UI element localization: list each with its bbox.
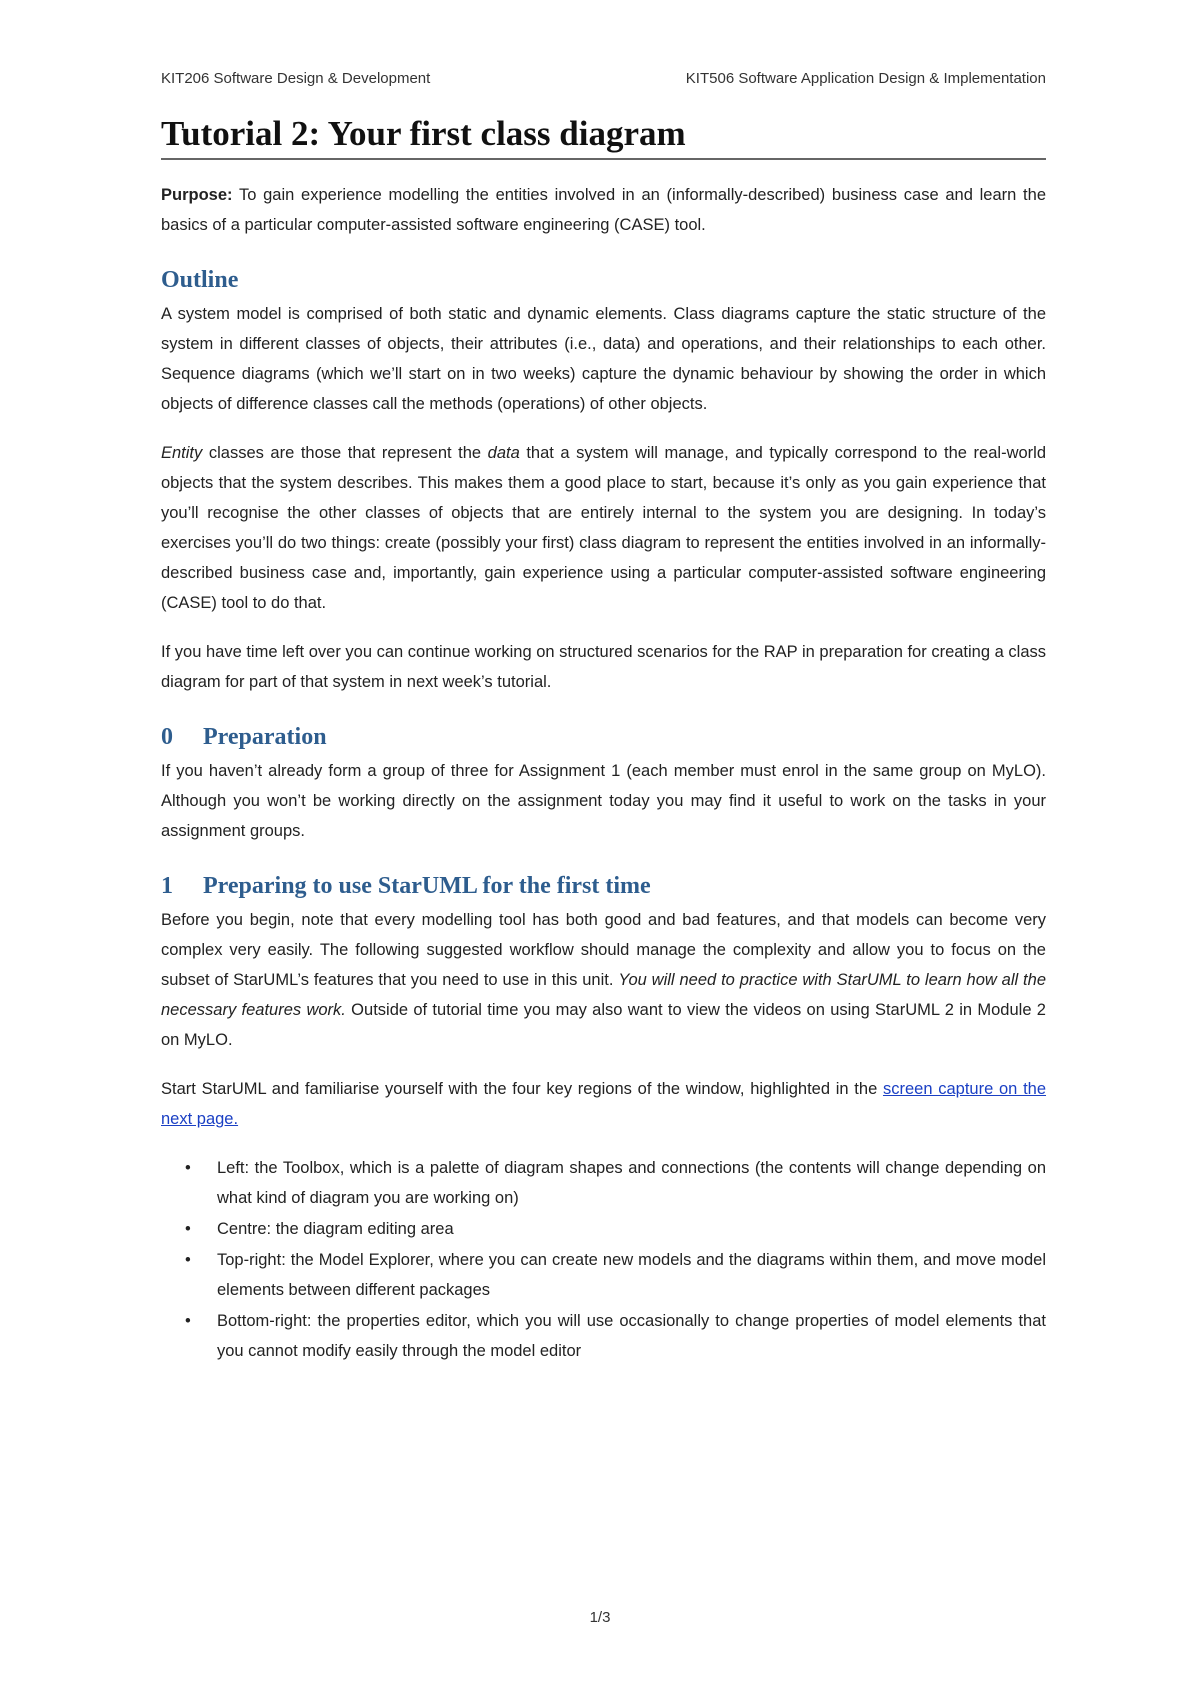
bullet-icon: • (185, 1220, 191, 1238)
list-item (161, 1245, 1046, 1305)
document-body (161, 180, 1046, 1367)
list-item-text: Left: the Toolbox, which is a palette of diagram shapes and connections (the contents will change depending on what kind of diagram you are working on) (217, 1159, 1046, 1207)
outline-paragraph-2 (161, 438, 1046, 618)
list-item-text: Bottom-right: the properties editor, which you will use occasionally to change properties of model elements that you cannot modify easily through the model editor (217, 1312, 1046, 1360)
list-item-text: Centre: the diagram editing area (217, 1220, 454, 1238)
section-1-heading (161, 869, 1046, 903)
section-1-paragraph-2 (161, 1074, 1046, 1134)
section-1-number: 1 (161, 873, 173, 899)
entity-term: Entity (161, 444, 203, 462)
header-course-left: KIT206 Software Design & Development (161, 70, 431, 87)
list-item (161, 1153, 1046, 1213)
section-0-number: 0 (161, 724, 173, 750)
page-header (161, 70, 1046, 87)
section-1-p1-italic: You will need to practice with StarUML to learn how all the necessary features work. (161, 971, 1046, 1019)
page-number: 1/3 (589, 1609, 611, 1626)
section-1-p1-part-a: Before you begin, note that every modelling tool has both good and bad features, and that models can become very complex very easily. The following suggested workflow should manage the complexity and allow you to focus on the subset of StarUML’s features that you need to use in this unit. (161, 911, 1046, 989)
section-1-p2-text: Start StarUML and familiarise yourself with the four key regions of the window, highlighted in the (161, 1080, 883, 1098)
window-regions-list (161, 1153, 1046, 1366)
purpose-paragraph (161, 180, 1046, 240)
section-0-paragraph: If you haven’t already form a group of three for Assignment 1 (each member must enrol in the same group on MyLO). Although you won’t be working directly on the assignment today you may find it useful to work on the tasks in your assignment groups. (161, 762, 1046, 840)
header-course-right: KIT506 Software Application Design & Implementation (685, 70, 1046, 87)
outline-paragraph-1: A system model is comprised of both static and dynamic elements. Class diagrams capture the static structure of the system in different classes of objects, their attributes (i.e., data) and operations, and their relationships to each other. Sequence diagrams (which we’ll start on in two weeks) capture the dynamic behaviour by showing the order in which objects of difference classes call the methods (operations) of other objects. (161, 305, 1046, 413)
section-1-paragraph-1 (161, 905, 1046, 1055)
section-0-title: Preparation (203, 724, 327, 750)
outline-p2-part-a: classes are those that represent the (202, 444, 488, 462)
bullet-icon: • (185, 1159, 191, 1177)
outline-heading: Outline (161, 267, 239, 293)
purpose-text: To gain experience modelling the entities involved in an (informally-described) business case and learn the basics of a particular computer-assisted software engineering (CASE) tool. (161, 186, 1046, 234)
page-title: Tutorial 2: Your first class diagram (161, 112, 1046, 160)
list-item (161, 1306, 1046, 1366)
section-1-title: Preparing to use StarUML for the first time (203, 873, 651, 899)
outline-p2-part-b: that a system will manage, and typically correspond to the real-world objects that the system describes. This makes them a good place to start, because it’s only as you gain experience that you’ll recognise the other classes of objects that are entirely internal to the system you are designing. In today’s exercises you’ll do two things: create (possibly your first) class diagram to represent the entities involved in an informally-described business case and, importantly, gain experience using a particular computer-assisted software engineering (CASE) tool to do that. (161, 444, 1046, 612)
outline-paragraph-3: If you have time left over you can continue working on structured scenarios for the RAP in preparation for creating a class diagram for part of that system in next week’s tutorial. (161, 643, 1046, 691)
screen-capture-link[interactable]: screen capture on the next page. (161, 1080, 1047, 1128)
list-item (161, 1214, 1046, 1244)
purpose-label: Purpose: (161, 186, 233, 204)
section-0-heading (161, 720, 1046, 754)
list-item-text: Top-right: the Model Explorer, where you can create new models and the diagrams within them, and move model elements between different packages (217, 1251, 1046, 1299)
bullet-icon: • (185, 1251, 191, 1269)
data-term: data (487, 444, 520, 462)
bullet-icon: • (185, 1312, 191, 1330)
section-1-p1-part-b: Outside of tutorial time you may also want to view the videos on using StarUML 2 in Module 2 on MyLO. (161, 1001, 1046, 1049)
